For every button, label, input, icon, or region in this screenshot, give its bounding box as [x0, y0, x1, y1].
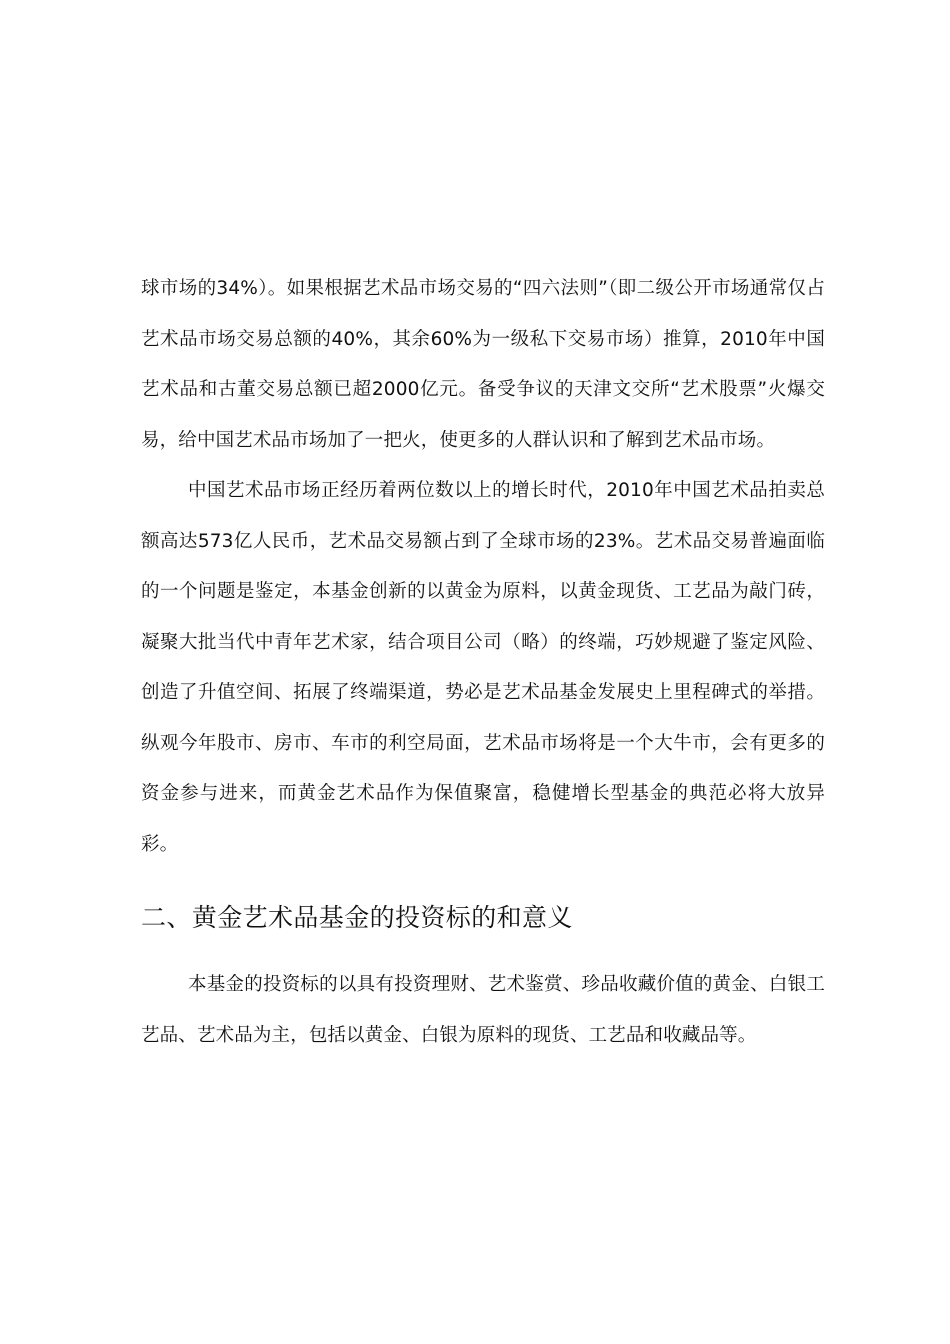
paragraph-investment-targets: 本基金的投资标的以具有投资理财、艺术鉴赏、珍品收藏价值的黄金、白银工艺品、艺术品为主，包括以黄金、白银为原料的现货、工艺品和收藏品等。 — [141, 974, 825, 1046]
section-heading: 二、黄金艺术品基金的投资标的和意义 — [141, 903, 573, 932]
paragraph-market-continuation: 球市场的34%）。如果根据艺术品市场交易的“四六法则”（即二级公开市场通常仅占艺术品市场交易总额的40%，其余60%为一级私下交易市场）推算，2010年中国艺术品和古董交易总额已超2000亿元。备受争议的天津文交所“艺术股票”火爆交易，给中国艺术品市场加了一把火，使更多的人群认识和了解到艺术品市场。 — [141, 278, 825, 451]
document-body — [141, 264, 825, 1061]
paragraph-market-growth: 中国艺术品市场正经历着两位数以上的增长时代，2010年中国艺术品拍卖总额高达573亿人民币，艺术品交易额占到了全球市场的23%。艺术品交易普遍面临的一个问题是鉴定，本基金创新的以黄金为原料，以黄金现货、工艺品为敲门砖，凝聚大批当代中青年艺术家，结合项目公司（略）的终端，巧妙规避了鉴定风险、创造了升值空间、拓展了终端渠道，势必是艺术品基金发展史上里程碑式的举措。纵观今年股市、房市、车市的利空局面，艺术品市场将是一个大牛市，会有更多的资金参与进来，而黄金艺术品作为保值聚富，稳健增长型基金的典范必将大放异彩。 — [141, 480, 825, 855]
